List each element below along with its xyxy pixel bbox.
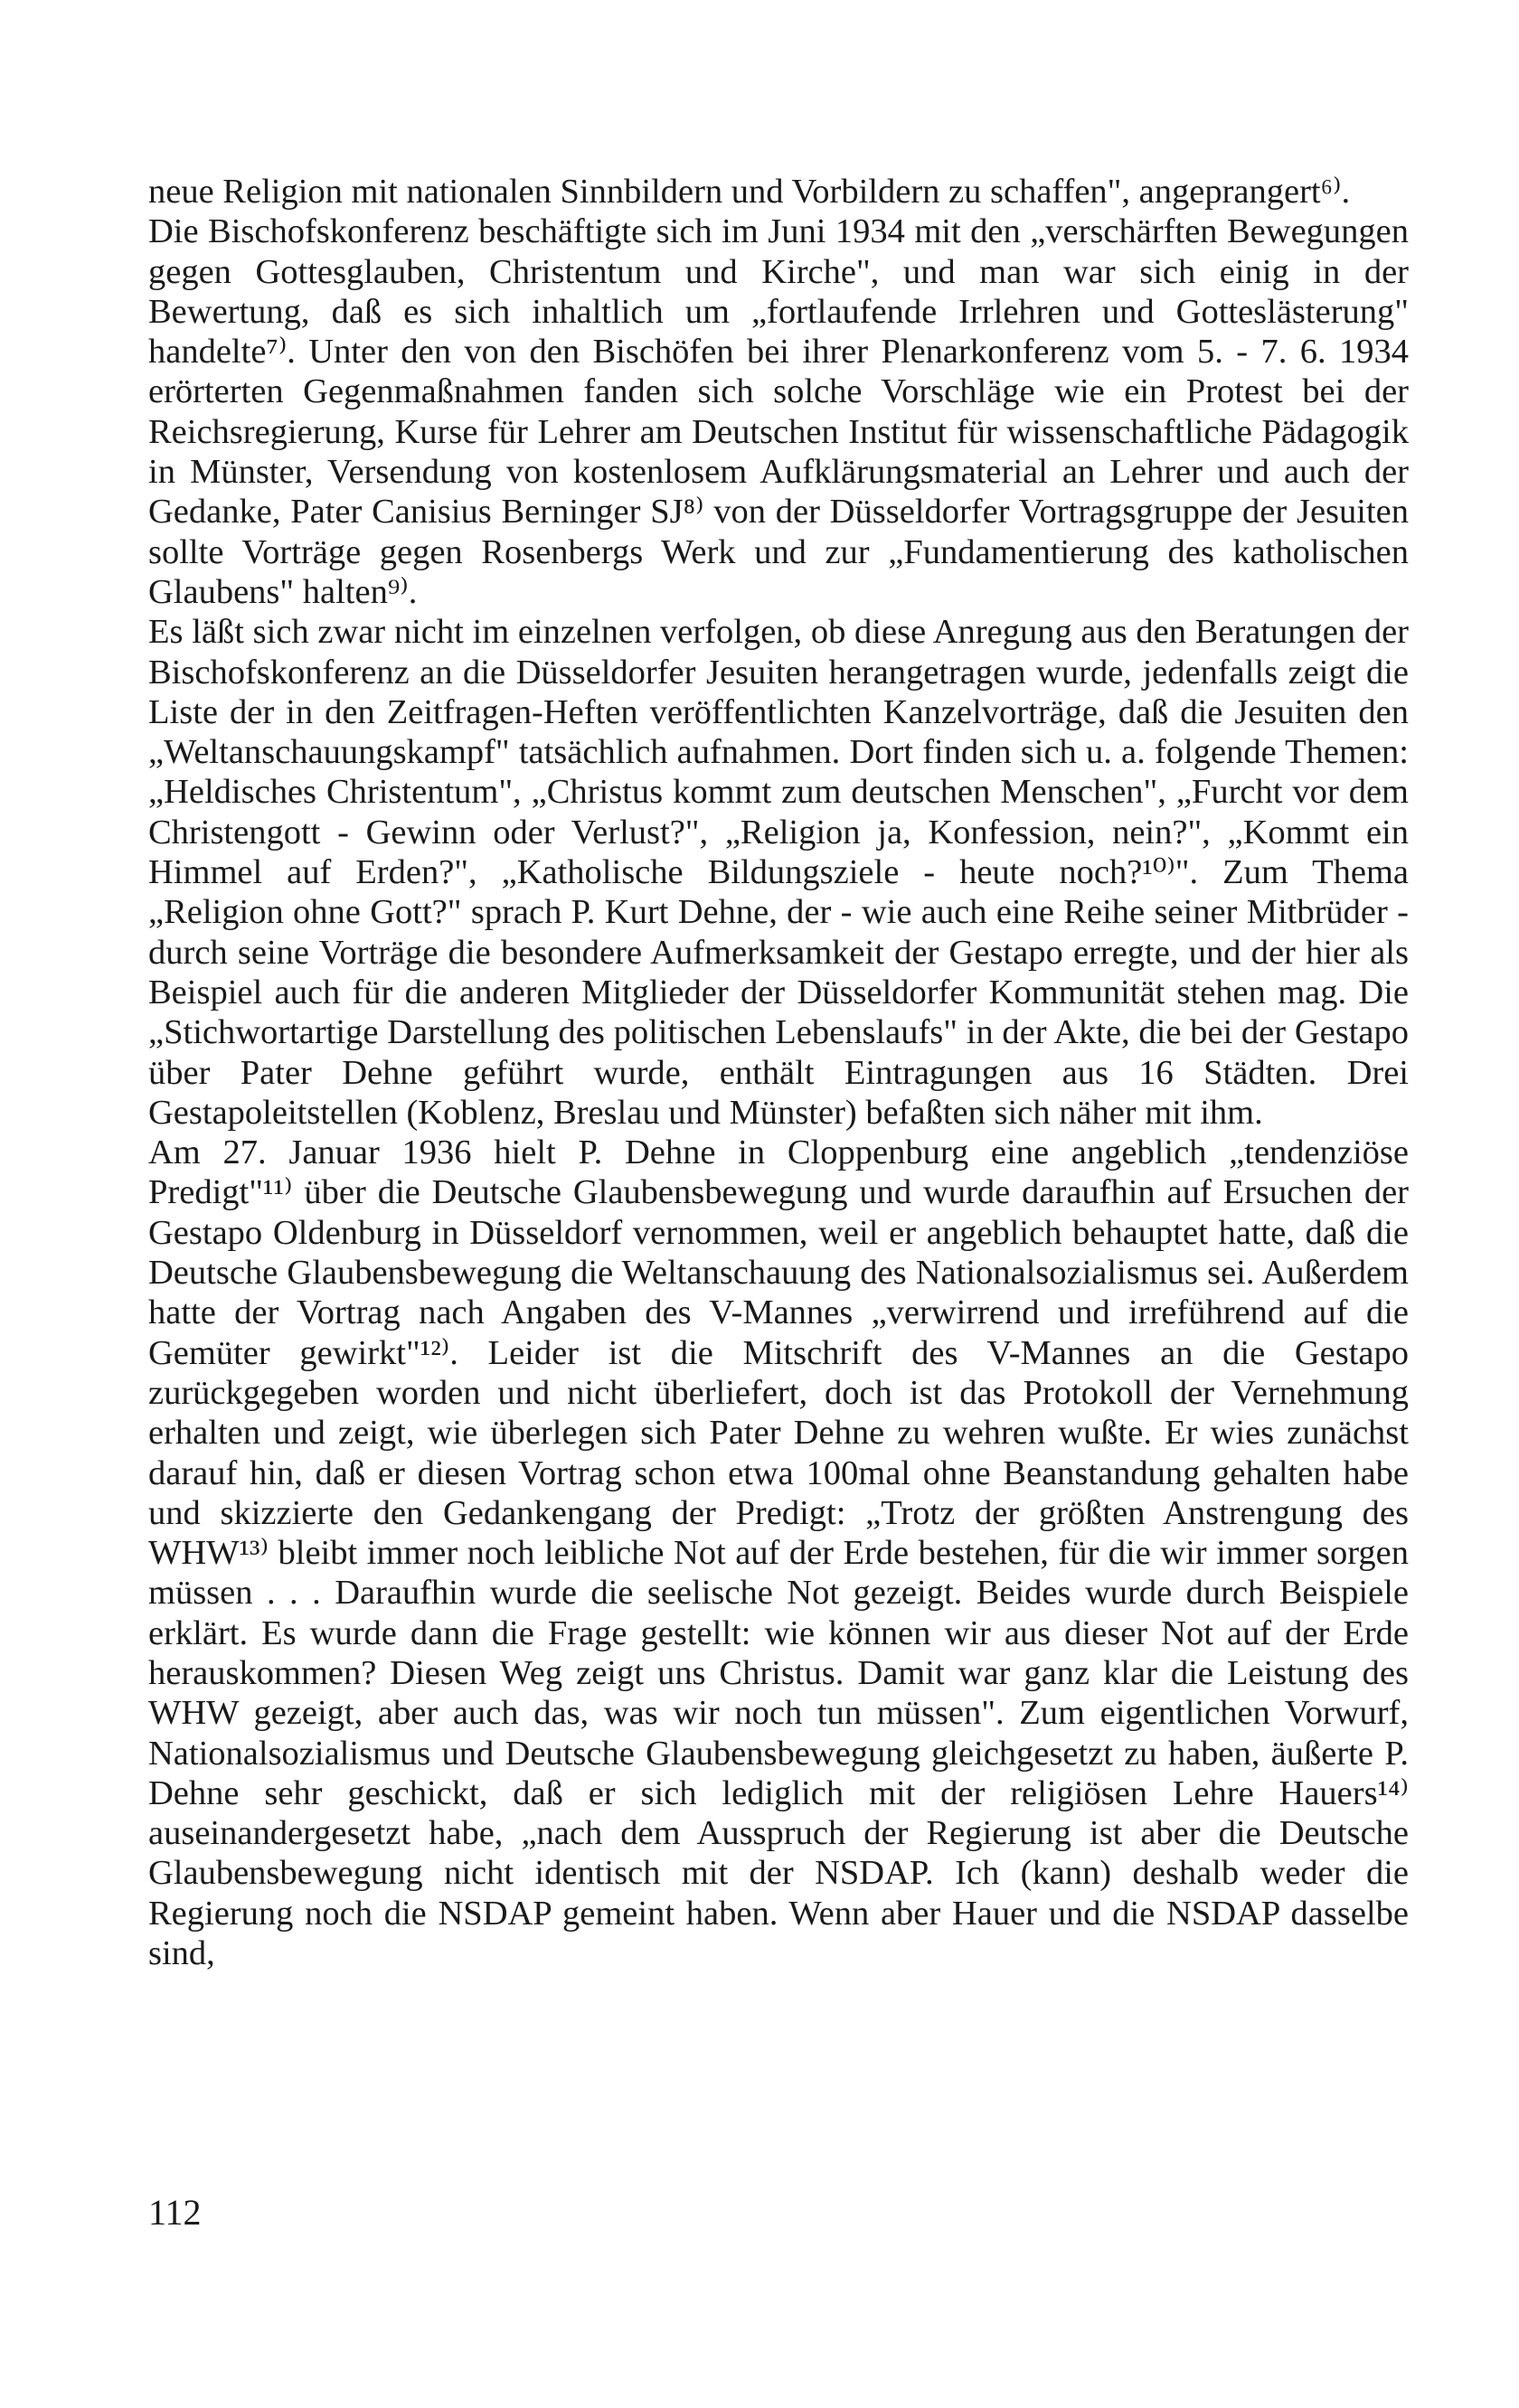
paragraph-3: Es läßt sich zwar nicht im einzelnen verfolgen, ob diese Anregung aus den Beratungen der Bischofskonferenz an die Düsseldorfer Jesuiten herangetragen wurde, jedenfalls zeigt die Liste der in den Zeitfragen-Heften veröffentlichten Kanzelvorträge, daß die Jesuiten den „Weltanschauungskampf" tatsächlich aufnahmen. Dort finden sich u. a. folgende Themen: „Heldisches Christentum", „Christus kommt zum deutschen Menschen", „Furcht vor dem Christengott - Gewinn oder Verlust?", „Religion ja, Konfession, nein?", „Kommt ein Himmel auf Erden?", „Katholische Bildungsziele - heute noch?¹⁰⁾". Zum Thema „Religion ohne Gott?" sprach P. Kurt Dehne, der - wie auch eine Reihe seiner Mitbrüder - durch seine Vorträge die besondere Aufmerksamkeit der Gestapo erregte, und der hier als Beispiel auch für die anderen Mitglieder der Düsseldorfer Kommunität stehen mag. Die „Stichwortartige Darstellung des politischen Lebenslaufs" in der Akte, die bei der Gestapo über Pater Dehne geführt wurde, enthält Eintragungen aus 16 Städten. Drei Gestapoleitstellen (Koblenz, Breslau und Münster) befaßten sich näher mit ihm.: [148, 613, 1409, 1132]
paragraph-4: Am 27. Januar 1936 hielt P. Dehne in Cloppenburg eine angeblich „tendenziöse Predigt"¹¹⁾ über die Deutsche Glaubensbewegung und wurde daraufhin auf Ersuchen der Gestapo Oldenburg in Düsseldorf vernommen, weil er angeblich behauptet hatte, daß die Deutsche Glaubensbewegung die Weltanschauung des Nationalsozialismus sei. Außerdem hatte der Vortrag nach Angaben des V-Mannes „verwirrend und irreführend auf die Gemüter gewirkt"¹²⁾. Leider ist die Mitschrift des V-Mannes an die Gestapo zurückgegeben worden und nicht überliefert, doch ist das Protokoll der Vernehmung erhalten und zeigt, wie überlegen sich Pater Dehne zu wehren wußte. Er wies zunächst darauf hin, daß er diesen Vortrag schon etwa 100mal ohne Beanstandung gehalten habe und skizzierte den Gedankengang der Predigt: „Trotz der größten Anstrengung des WHW¹³⁾ bleibt immer noch leibliche Not auf der Erde bestehen, für die wir immer sorgen müssen . . . Daraufhin wurde die seelische Not gezeigt. Beides wurde durch Beispiele erklärt. Es wurde dann die Frage gestellt: wie können wir aus dieser Not auf der Erde herauskommen? Diesen Weg zeigt uns Christus. Damit war ganz klar die Leistung des WHW gezeigt, aber auch das, was wir noch tun müssen". Zum eigentlichen Vorwurf, Nationalsozialismus und Deutsche Glaubensbewegung gleichgesetzt zu haben, äußerte P. Dehne sehr geschickt, daß er sich lediglich mit der religiösen Lehre Hauers¹⁴⁾ auseinandergesetzt habe, „nach dem Ausspruch der Regierung ist aber die Deutsche Glaubensbewegung nicht identisch mit der NSDAP. Ich (kann) deshalb weder die Regierung noch die NSDAP gemeint haben. Wenn aber Hauer und die NSDAP dasselbe sind,: [148, 1133, 1409, 1973]
page-body: [148, 172, 1409, 1973]
paragraph-1: neue Religion mit nationalen Sinnbildern und Vorbildern zu schaffen", angeprangert⁶⁾.: [148, 173, 1351, 211]
paragraph-2: Die Bischofskonferenz beschäftigte sich im Juni 1934 mit den „verschärften Bewegungen gegen Gottesglauben, Christentum und Kirche", und man war sich einig in der Bewertung, daß es sich inhaltlich um „fortlaufende Irrlehren und Gotteslästerung" handelte⁷⁾. Unter den von den Bischöfen bei ihrer Plenarkonferenz vom 5. - 7. 6. 1934 erörterten Gegenmaßnahmen fanden sich solche Vorschläge wie ein Protest bei der Reichsregierung, Kurse für Lehrer am Deutschen Institut für wissenschaftliche Pädagogik in Münster, Versendung von kostenlosem Aufklärungsmaterial an Lehrer und auch der Gedanke, Pater Canisius Berninger SJ⁸⁾ von der Düsseldorfer Vortragsgruppe der Jesuiten sollte Vorträge gegen Rosenbergs Werk und zur „Fundamentierung des katholischen Glaubens" halten⁹⁾.: [148, 212, 1409, 611]
page-number: 112: [148, 2192, 202, 2233]
